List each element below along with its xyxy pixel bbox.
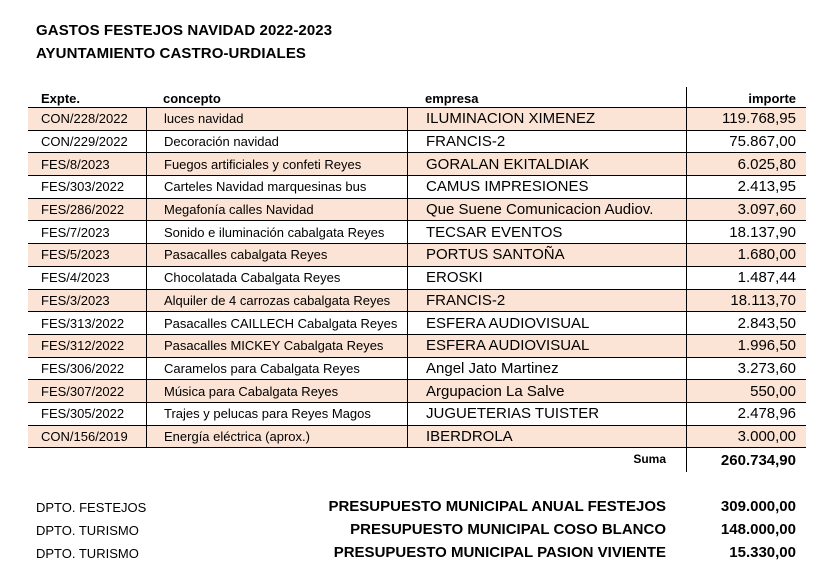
cell-concepto: Energía eléctrica (aprox.): [146, 426, 407, 448]
table-row: [28, 312, 806, 335]
header-empresa: empresa: [425, 91, 479, 106]
total-label: Suma: [633, 452, 666, 467]
cell-expte: CON/156/2019: [41, 428, 128, 444]
cell-importe: 1.487,44: [686, 267, 806, 289]
cell-empresa: JUGUETERIAS TUISTER: [407, 403, 686, 425]
cell-concepto: Trajes y pelucas para Reyes Magos: [146, 403, 407, 425]
cell-concepto: Alquiler de 4 carrozas cabalgata Reyes: [146, 290, 407, 312]
cell-empresa: Que Suene Comunicacion Audiov.: [407, 199, 686, 221]
cell-expte: FES/307/2022: [41, 383, 125, 399]
cell-expte: FES/303/2022: [41, 179, 125, 195]
table-row: [28, 426, 806, 449]
table-row: [28, 403, 806, 426]
table-row: [28, 108, 806, 131]
cell-expte: FES/7/2023: [41, 224, 110, 240]
cell-importe: 3.000,00: [686, 426, 806, 448]
header-concepto: concepto: [163, 91, 221, 106]
cell-concepto: Pasacalles cabalgata Reyes: [146, 244, 407, 266]
cell-concepto: Sonido e iluminación cabalgata Reyes: [146, 221, 407, 243]
cell-empresa: PORTUS SANTOÑA: [407, 244, 686, 266]
cell-concepto: Pasacalles MICKEY Cabalgata Reyes: [146, 335, 407, 357]
table-row: [28, 176, 806, 199]
cell-empresa: ILUMINACION XIMENEZ: [407, 108, 686, 130]
cell-importe: 1.680,00: [686, 244, 806, 266]
budget-row-coso-blanco: [36, 519, 806, 541]
cell-empresa: CAMUS IMPRESIONES: [407, 176, 686, 198]
cell-importe: 3.273,60: [686, 358, 806, 380]
table-row: [28, 131, 806, 154]
budget-department: DPTO. TURISMO: [36, 523, 139, 538]
document-title: GASTOS FESTEJOS NAVIDAD 2022-2023: [36, 22, 333, 39]
cell-empresa: ESFERA AUDIOVISUAL: [407, 335, 686, 357]
table-row: [28, 153, 806, 176]
cell-importe: 2.413,95: [686, 176, 806, 198]
cell-importe: 2.478,96: [686, 403, 806, 425]
cell-empresa: GORALAN EKITALDIAK: [407, 153, 686, 175]
budget-amount: 148.000,00: [720, 521, 796, 538]
expenses-table: [28, 87, 806, 472]
cell-concepto: Fuegos artificiales y confeti Reyes: [146, 153, 407, 175]
cell-empresa: EROSKI: [407, 267, 686, 289]
cell-concepto: Caramelos para Cabalgata Reyes: [146, 358, 407, 380]
cell-expte: FES/4/2023: [41, 270, 110, 286]
cell-expte: FES/286/2022: [41, 202, 125, 218]
header-importe: importe: [686, 87, 806, 107]
cell-expte: FES/8/2023: [41, 156, 110, 172]
cell-expte: FES/306/2022: [41, 360, 125, 376]
cell-importe: 2.843,50: [686, 312, 806, 334]
budget-name: PRESUPUESTO MUNICIPAL PASION VIVIENTE: [333, 544, 666, 561]
budget-department: DPTO. FESTEJOS: [36, 500, 147, 515]
cell-empresa: IBERDROLA: [407, 426, 686, 448]
cell-expte: FES/312/2022: [41, 338, 125, 354]
total-value: 260.734,90: [686, 448, 806, 472]
table-row: [28, 221, 806, 244]
cell-concepto: Decoración navidad: [146, 131, 407, 153]
cell-empresa: Angel Jato Martinez: [407, 358, 686, 380]
cell-concepto: luces navidad: [146, 108, 407, 130]
document-subtitle: AYUNTAMIENTO CASTRO-URDIALES: [36, 45, 307, 62]
cell-concepto: Música para Cabalgata Reyes: [146, 380, 407, 402]
table-row: [28, 199, 806, 222]
cell-importe: 18.113,70: [686, 290, 806, 312]
table-row: [28, 267, 806, 290]
header-expte: Expte.: [41, 91, 81, 106]
budget-name: PRESUPUESTO MUNICIPAL ANUAL FESTEJOS: [328, 498, 666, 515]
budget-row-festejos: [36, 496, 806, 518]
cell-expte: CON/228/2022: [41, 111, 128, 127]
cell-empresa: FRANCIS-2: [407, 131, 686, 153]
cell-expte: FES/5/2023: [41, 247, 110, 263]
table-row: [28, 335, 806, 358]
budget-amount: 309.000,00: [720, 498, 796, 515]
budget-name: PRESUPUESTO MUNICIPAL COSO BLANCO: [350, 521, 666, 538]
cell-importe: 75.867,00: [686, 131, 806, 153]
cell-importe: 6.025,80: [686, 153, 806, 175]
table-row: [28, 244, 806, 267]
table-row: [28, 380, 806, 403]
total-row: [28, 448, 806, 472]
cell-empresa: ESFERA AUDIOVISUAL: [407, 312, 686, 334]
cell-importe: 18.137,90: [686, 221, 806, 243]
cell-importe: 550,00: [686, 380, 806, 402]
cell-empresa: FRANCIS-2: [407, 290, 686, 312]
table-row: [28, 290, 806, 313]
table-header: [28, 87, 806, 108]
cell-importe: 3.097,60: [686, 199, 806, 221]
cell-concepto: Megafonía calles Navidad: [146, 199, 407, 221]
cell-expte: CON/229/2022: [41, 134, 128, 150]
table-row: [28, 358, 806, 381]
cell-concepto: Pasacalles CAILLECH Cabalgata Reyes: [146, 312, 407, 334]
cell-concepto: Carteles Navidad marquesinas bus: [146, 176, 407, 198]
cell-empresa: TECSAR EVENTOS: [407, 221, 686, 243]
cell-empresa: Argupacion La Salve: [407, 380, 686, 402]
cell-importe: 119.768,95: [686, 108, 806, 130]
budget-department: DPTO. TURISMO: [36, 546, 139, 561]
cell-concepto: Chocolatada Cabalgata Reyes: [146, 267, 407, 289]
cell-importe: 1.996,50: [686, 335, 806, 357]
cell-expte: FES/3/2023: [41, 292, 110, 308]
cell-expte: FES/305/2022: [41, 406, 125, 422]
budget-amount: 15.330,00: [729, 544, 796, 561]
cell-expte: FES/313/2022: [41, 315, 125, 331]
budget-row-pasion-viviente: [36, 542, 806, 564]
